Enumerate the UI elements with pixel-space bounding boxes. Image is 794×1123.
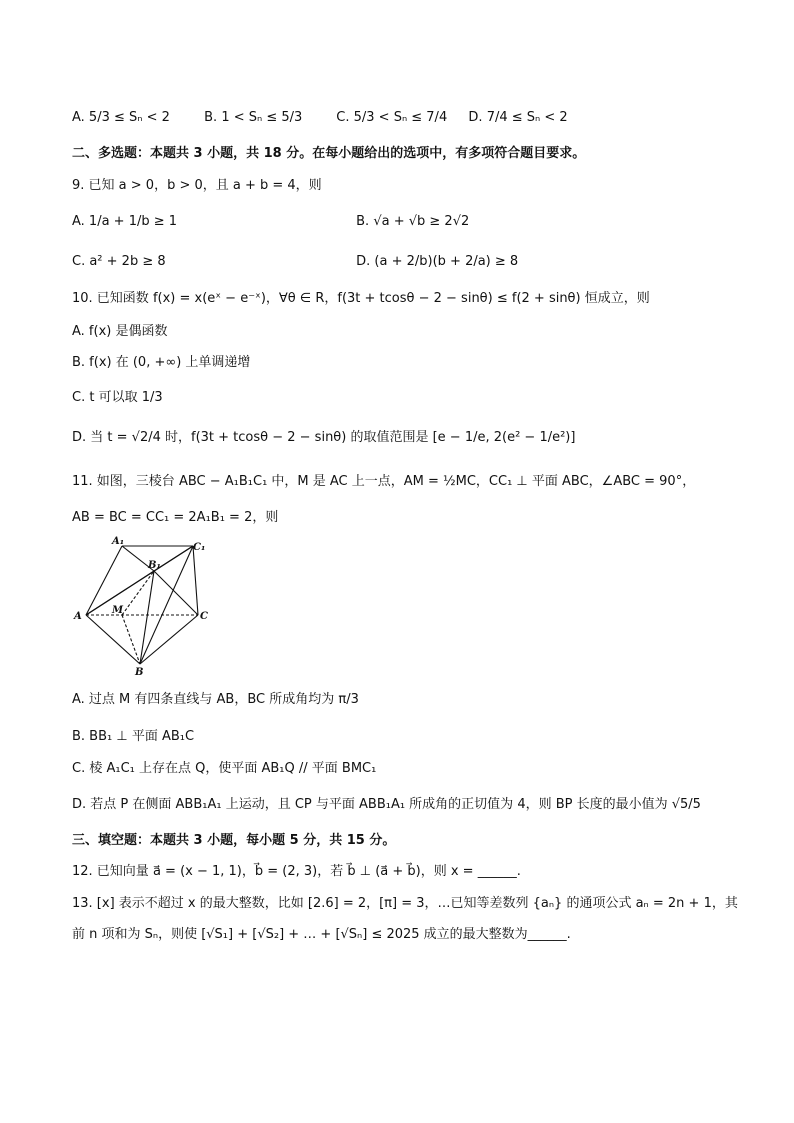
q10-option-b: B. f(x) 在 (0, +∞) 上单调递增 <box>72 355 251 370</box>
q9-options-row2 <box>72 252 518 272</box>
q9-stem: 9. 已知 a > 0，b > 0，且 a + b = 4，则 <box>72 178 322 193</box>
q13-line1: 13. [x] 表示不超过 x 的最大整数，比如 [2.6] = 2，[π] = 3，…已知等差数列 {aₙ} 的通项公式 aₙ = 2n + 1，其 <box>72 896 738 911</box>
q12: 12. 已知向量 a⃗ = (x − 1, 1)，b⃗ = (2, 3)，若 b⃗ ⊥ (a⃗ + b⃗)，则 x = ______. <box>72 864 521 879</box>
q11-stem-line1: 11. 如图，三棱台 ABC − A₁B₁C₁ 中，M 是 AC 上一点，AM = ½MC，CC₁ ⊥ 平面 ABC，∠ABC = 90°， <box>72 474 696 489</box>
label-a1: A₁ <box>112 536 125 547</box>
section3-header: 三、填空题：本题共 3 小题，每小题 5 分，共 15 分。 <box>72 833 396 848</box>
label-m: M <box>112 605 124 616</box>
frustum-figure <box>72 534 212 676</box>
q9-option-a: A. 1/a + 1/b ≥ 1 <box>72 214 178 229</box>
q8-option-b: B. 1 < Sₙ ≤ 5/3 <box>204 110 303 125</box>
q11-option-b: B. BB₁ ⊥ 平面 AB₁C <box>72 729 195 744</box>
q9-option-b: B. √a + √b ≥ 2√2 <box>356 214 470 229</box>
q10-option-c: C. t 可以取 1/3 <box>72 390 163 405</box>
q11-option-c: C. 棱 A₁C₁ 上存在点 Q，使平面 AB₁Q // 平面 BMC₁ <box>72 761 377 776</box>
q8-option-c: C. 5/3 < Sₙ ≤ 7/4 <box>336 110 448 125</box>
q9-option-d: D. (a + 2/b)(b + 2/a) ≥ 8 <box>356 254 519 269</box>
q9-option-c: C. a² + 2b ≥ 8 <box>72 254 166 269</box>
q10-stem: 10. 已知函数 f(x) = x(eˣ − e⁻ˣ)，∀θ ∈ R，f(3t + tcosθ − 2 − sinθ) ≤ f(2 + sinθ) 恒成立，则 <box>72 291 650 306</box>
q8-option-a: A. 5/3 ≤ Sₙ < 2 <box>72 110 170 125</box>
q10-option-d: D. 当 t = √2/4 时，f(3t + tcosθ − 2 − sinθ) 的取值范围是 [e − 1/e, 2(e² − 1/e²)] <box>72 430 576 445</box>
q11-option-a: A. 过点 M 有四条直线与 AB，BC 所成角均为 π/3 <box>72 692 359 707</box>
label-b1: B₁ <box>148 560 161 571</box>
q8-option-d: D. 7/4 ≤ Sₙ < 2 <box>468 110 568 125</box>
label-b: B <box>135 667 144 676</box>
label-c1: C₁ <box>193 542 206 553</box>
q11-stem-line2: AB = BC = CC₁ = 2A₁B₁ = 2，则 <box>72 510 279 525</box>
q11-option-d: D. 若点 P 在侧面 ABB₁A₁ 上运动，且 CP 与平面 ABB₁A₁ 所成角的正切值为 4，则 BP 长度的最小值为 √5/5 <box>72 797 701 812</box>
label-a: A <box>74 611 82 622</box>
q9-options-row1 <box>72 212 469 232</box>
section2-header: 二、多选题：本题共 3 小题，共 18 分。在每小题给出的选项中，有多项符合题目要求。 <box>72 146 586 161</box>
q10-option-a: A. f(x) 是偶函数 <box>72 324 168 339</box>
q13-line2: 前 n 项和为 Sₙ，则使 [√S₁] + [√S₂] + … + [√Sₙ] ≤ 2025 成立的最大整数为______. <box>72 927 571 942</box>
label-c: C <box>200 611 208 622</box>
q8-options <box>72 108 596 128</box>
